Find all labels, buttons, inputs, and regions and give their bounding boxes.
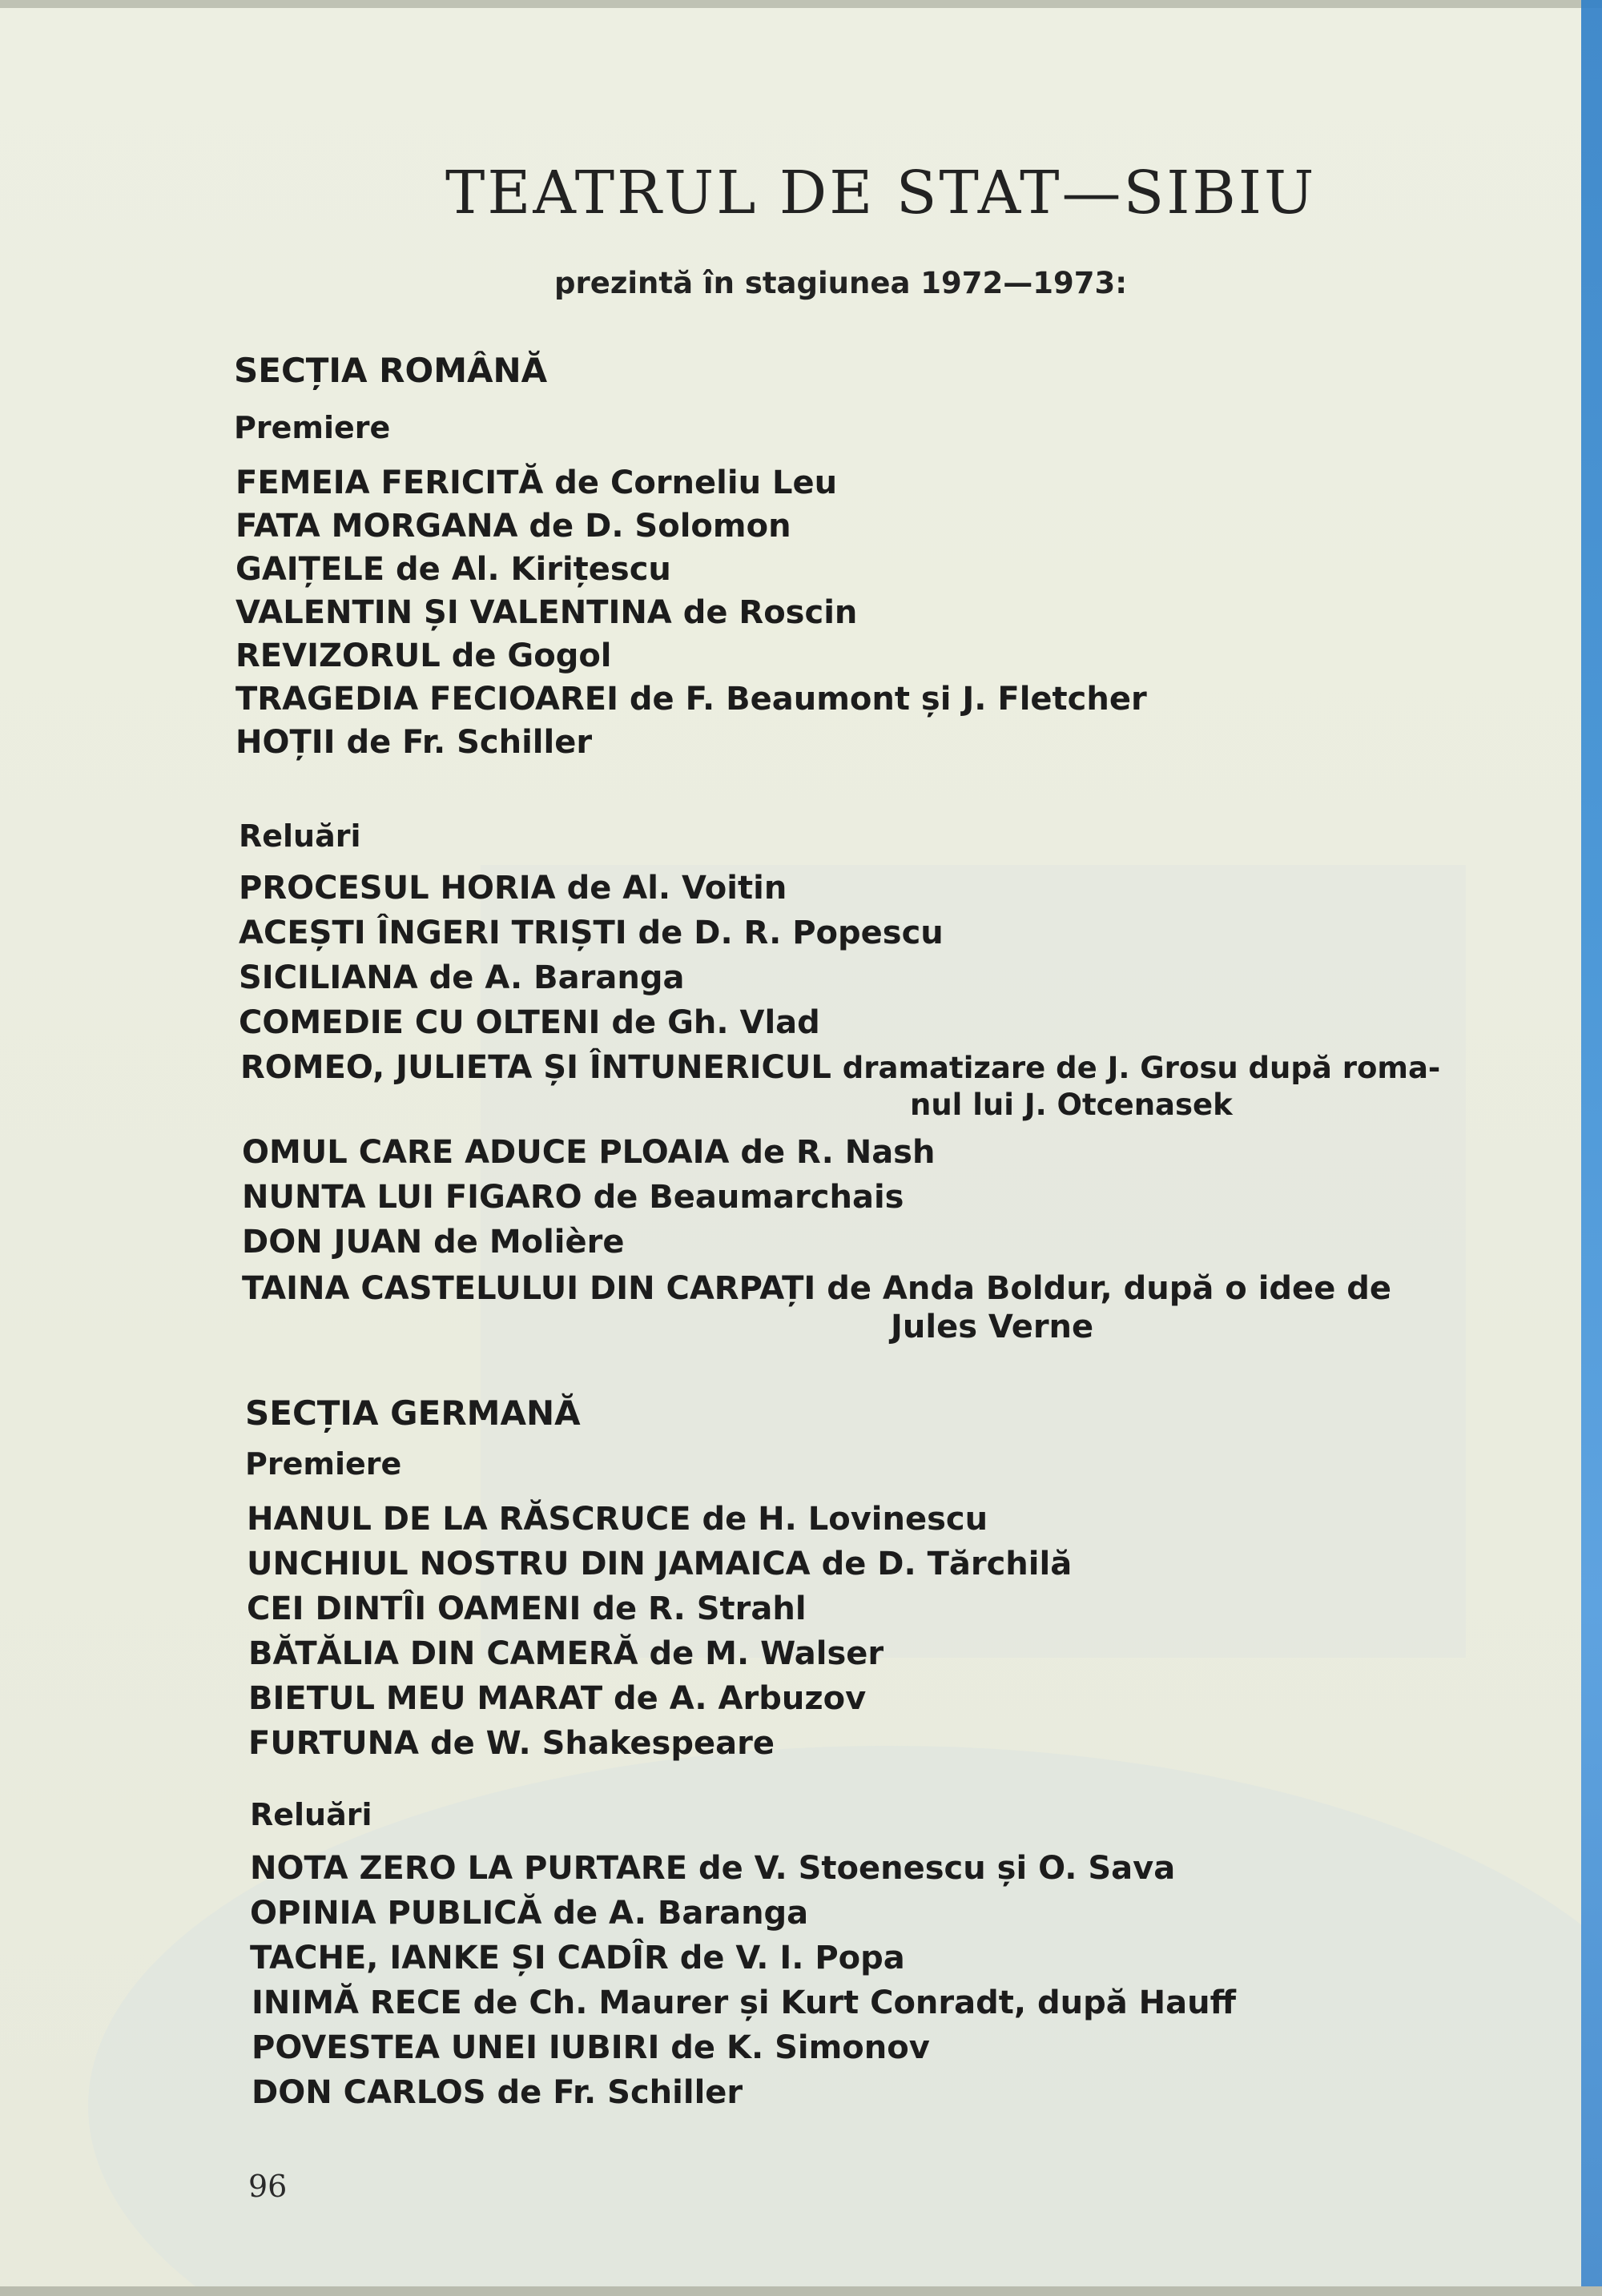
list-item xyxy=(235,594,857,631)
play-credit: de Roscin xyxy=(682,594,858,631)
list-item xyxy=(248,1635,884,1672)
play-credit: de Beaumarchais xyxy=(593,1179,904,1216)
play-title: FURTUNA xyxy=(248,1725,420,1762)
play-title: DON CARLOS xyxy=(252,2074,486,2111)
play-title: TACHE, IANKE ȘI CADÎR xyxy=(250,1940,669,1976)
play-credit: de V. Stoenescu și O. Sava xyxy=(698,1850,1176,1887)
page-subtitle: prezintă în stagiunea 1972—1973: xyxy=(554,266,1128,300)
play-credit: de Fr. Schiller xyxy=(497,2074,743,2111)
play-credit: de R. Strahl xyxy=(592,1590,807,1627)
group-heading: Premiere xyxy=(234,410,391,445)
play-title: FATA MORGANA xyxy=(235,508,518,545)
play-credit: de D. R. Popescu xyxy=(638,915,944,951)
play-title: HOȚII xyxy=(235,724,336,761)
list-item xyxy=(235,681,1147,718)
play-title: ACEȘTI ÎNGERI TRIȘTI xyxy=(239,915,627,951)
play-credit: de H. Lovinescu xyxy=(702,1501,988,1538)
group-heading: Premiere xyxy=(245,1446,402,1482)
list-item xyxy=(252,1984,1236,2021)
play-title: REVIZORUL xyxy=(235,637,441,674)
play-credit: de Molière xyxy=(433,1224,625,1261)
play-credit: de Corneliu Leu xyxy=(554,464,838,501)
list-item xyxy=(235,551,671,588)
list-item xyxy=(239,959,684,996)
play-credit: de Gh. Vlad xyxy=(611,1004,820,1041)
credit-continuation: Jules Verne xyxy=(891,1309,1094,1345)
play-title: FEMEIA FERICITĂ xyxy=(235,464,544,501)
play-credit: de Fr. Schiller xyxy=(346,724,593,761)
list-item xyxy=(242,1134,935,1171)
list-item xyxy=(235,637,612,674)
list-item xyxy=(239,870,787,907)
play-title: TRAGEDIA FECIOAREI xyxy=(235,681,618,718)
page-number: 96 xyxy=(248,2169,288,2204)
play-title: SICILIANA xyxy=(239,959,418,996)
credit-continuation: nul lui J. Otcenasek xyxy=(910,1088,1233,1122)
group-heading: Reluări xyxy=(239,818,361,854)
list-item xyxy=(247,1590,807,1627)
list-item xyxy=(247,1501,988,1538)
play-credit: dramatizare de J. Grosu după roma- xyxy=(842,1051,1441,1085)
play-credit: de Al. Voitin xyxy=(566,870,787,907)
play-title: COMEDIE CU OLTENI xyxy=(239,1004,601,1041)
play-credit: de K. Simonov xyxy=(670,2029,930,2066)
list-item xyxy=(250,1895,808,1932)
play-title: OPINIA PUBLICĂ xyxy=(250,1895,542,1932)
play-credit: de Anda Boldur, după o idee de xyxy=(827,1270,1392,1307)
play-credit: de A. Arbuzov xyxy=(614,1680,867,1717)
section-heading: SECȚIA ROMÂNĂ xyxy=(234,351,548,390)
list-item xyxy=(235,724,592,761)
play-credit: de A. Baranga xyxy=(553,1895,809,1932)
play-title: HANUL DE LA RĂSCRUCE xyxy=(247,1501,691,1538)
play-credit: de V. I. Popa xyxy=(679,1940,905,1976)
play-credit: de D. Tărchilă xyxy=(821,1546,1073,1582)
play-credit: de W. Shakespeare xyxy=(429,1725,775,1762)
play-title: OMUL CARE ADUCE PLOAIA xyxy=(242,1134,730,1171)
play-title: BĂTĂLIA DIN CAMERĂ xyxy=(248,1635,638,1672)
play-title: PROCESUL HORIA xyxy=(239,870,556,907)
list-item xyxy=(252,2074,743,2111)
play-title: NOTA ZERO LA PURTARE xyxy=(250,1850,688,1887)
list-item xyxy=(250,1940,905,1976)
play-title: DON JUAN xyxy=(242,1224,423,1261)
play-title: ROMEO, JULIETA ȘI ÎNTUNERICUL xyxy=(240,1049,831,1086)
list-item xyxy=(235,464,837,501)
list-item xyxy=(242,1224,625,1261)
list-item xyxy=(242,1270,1391,1307)
list-item xyxy=(252,2029,930,2066)
play-title: INIMĂ RECE xyxy=(252,1984,462,2021)
play-title: NUNTA LUI FIGARO xyxy=(242,1179,582,1216)
play-title: BIETUL MEU MARAT xyxy=(248,1680,603,1717)
list-item xyxy=(239,1004,820,1041)
play-credit: de Ch. Maurer și Kurt Conradt, după Hauff xyxy=(473,1984,1236,2021)
play-title: CEI DINTÎI OAMENI xyxy=(247,1590,582,1627)
play-credit: de Gogol xyxy=(451,637,612,674)
list-item xyxy=(247,1546,1072,1582)
page-title: TEATRUL DE STAT—SIBIU xyxy=(445,159,1317,227)
play-credit: de Al. Kirițescu xyxy=(396,551,671,588)
play-credit: de M. Walser xyxy=(649,1635,884,1672)
group-heading: Reluări xyxy=(250,1797,372,1832)
list-item xyxy=(239,915,944,951)
play-title: UNCHIUL NOSTRU DIN JAMAICA xyxy=(247,1546,811,1582)
play-credit: de F. Beaumont și J. Fletcher xyxy=(629,681,1147,718)
play-credit: de R. Nash xyxy=(740,1134,936,1171)
section-heading: SECȚIA GERMANĂ xyxy=(245,1393,581,1433)
list-item xyxy=(248,1680,866,1717)
play-title: TAINA CASTELULUI DIN CARPAȚI xyxy=(242,1270,816,1307)
list-item xyxy=(235,508,791,545)
list-item xyxy=(250,1850,1175,1887)
list-item xyxy=(242,1179,904,1216)
play-title: VALENTIN ȘI VALENTINA xyxy=(235,594,672,631)
play-title: POVESTEA UNEI IUBIRI xyxy=(252,2029,660,2066)
list-item xyxy=(240,1049,1440,1086)
play-credit: de A. Baranga xyxy=(429,959,685,996)
play-credit: de D. Solomon xyxy=(529,508,791,545)
play-title: GAIȚELE xyxy=(235,551,385,588)
list-item xyxy=(248,1725,775,1762)
